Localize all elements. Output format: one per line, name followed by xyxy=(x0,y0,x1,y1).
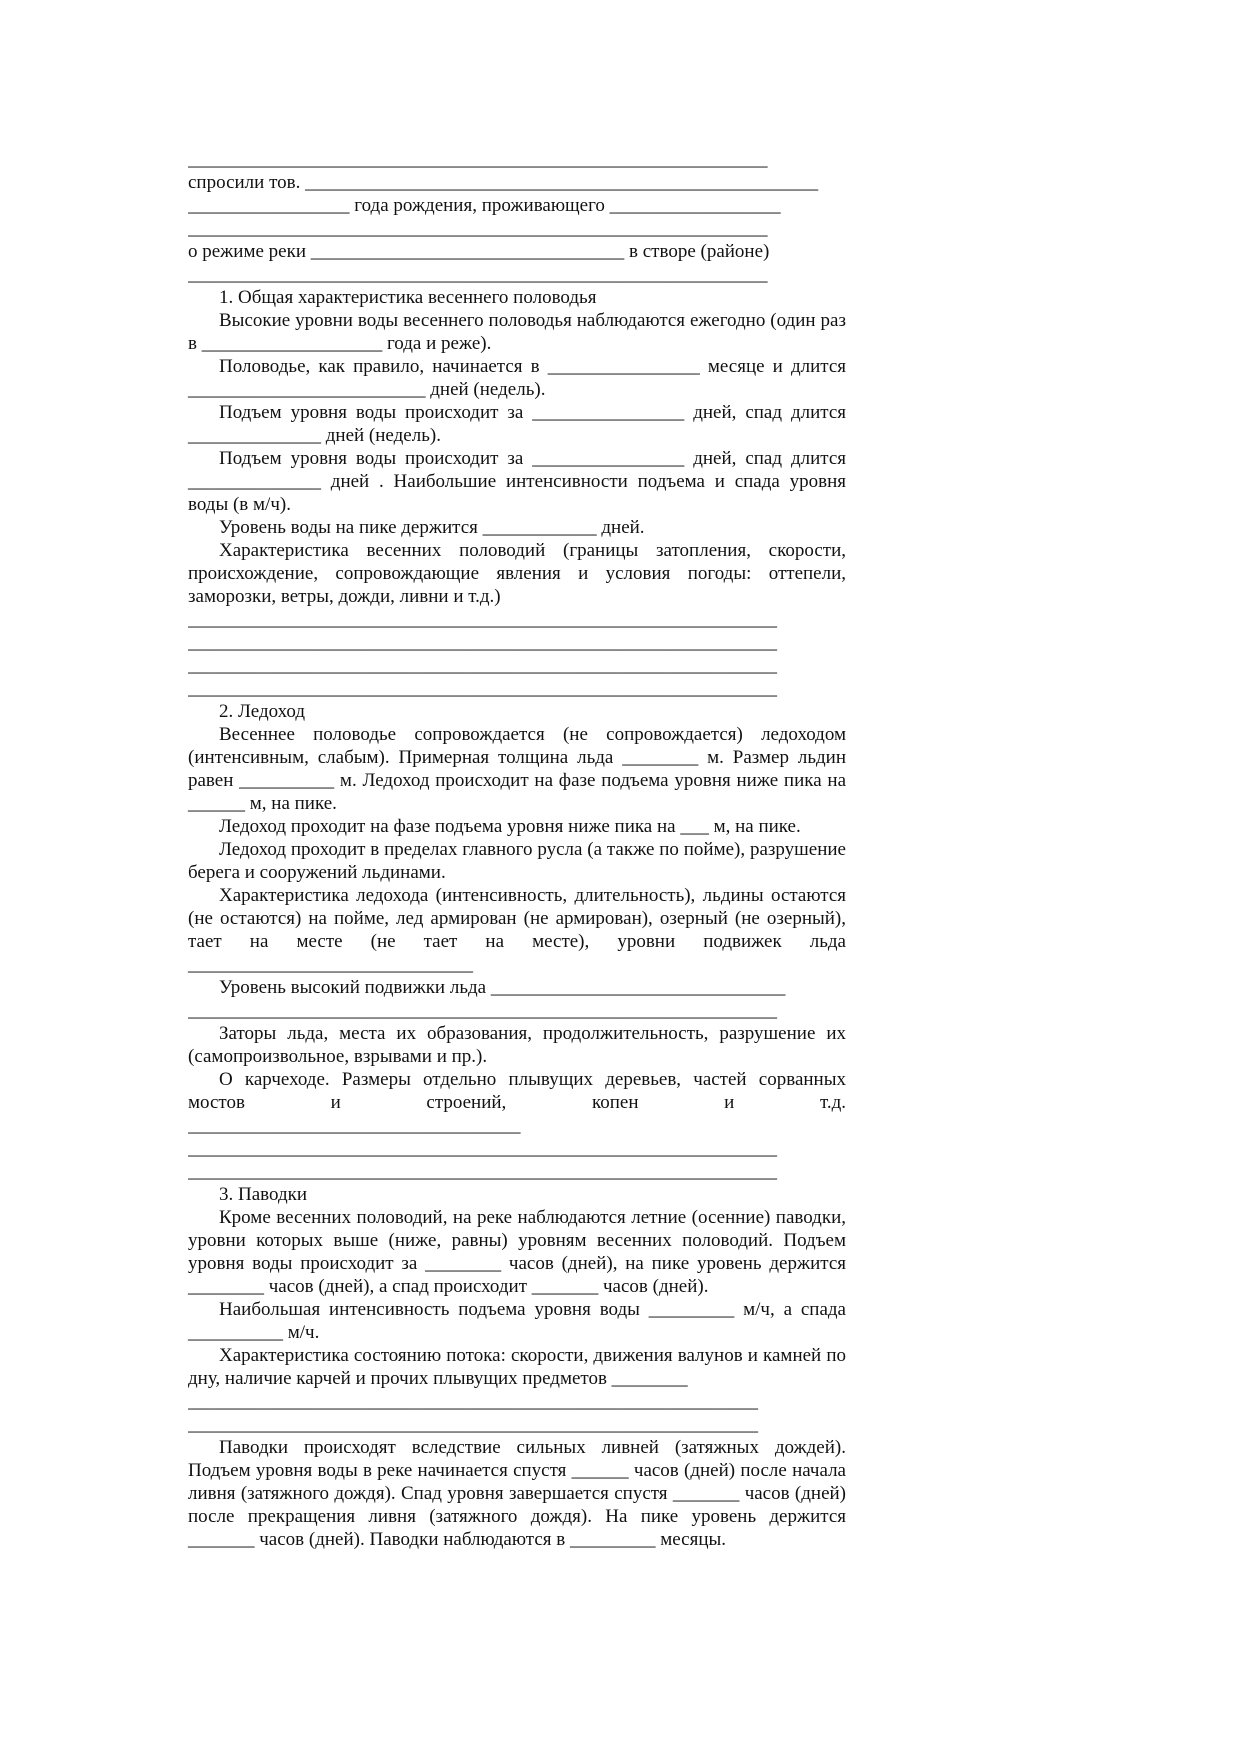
section-1-paragraph-3: Подъем уровня воды происходит за ________________ дней, спад длится ______________ дней (недель). xyxy=(188,402,846,446)
section-2-heading: 2. Ледоход xyxy=(219,701,306,722)
section-1-paragraph-1: Высокие уровни воды весеннего половодья наблюдаются ежегодно (один раз в ___________________ года и реже). xyxy=(188,310,846,354)
section-3-paragraph-4: Паводки происходят вследствие сильных ливней (затяжных дождей). Подъем уровня воды в реке начинается спустя ______ часов (дней) после начала ливня (затяжного дождя). Спад уровня завершается спустя _______ часов (дней) после прекращения ливня (затяжного дождя). На пике уровень держится _______ часов (дней). Паводки наблюдаются в _________ месяцы. xyxy=(188,1437,846,1550)
section-2-paragraph-7-blank: ___________________________________ xyxy=(188,1115,521,1136)
section-3-paragraph-2: Наибольшая интенсивность подъема уровня воды _________ м/ч, а спада __________ м/ч. xyxy=(188,1299,846,1343)
section-3-blank-line-2: ____________________________________________________________ xyxy=(188,1414,758,1435)
header-respondent-line: спросили тов. ______________________________________________________ xyxy=(188,172,819,193)
section-2-paragraph-4: Характеристика ледохода (интенсивность, длительность), льдины остаются (не остаются) на пойме, лед армирован (не армирован), озерный (не озерный), тает на месте (не тает на месте), уровни подвижек льда ______________________________ xyxy=(188,885,846,975)
section-3-blank-line-1: ____________________________________________________________ xyxy=(188,1391,758,1412)
header-river-line: о режиме реки _________________________________ в створе (районе) xyxy=(188,241,770,262)
section-1-blank-line-1: ______________________________________________________________ xyxy=(188,609,777,630)
section-1-paragraph-6: Характеристика весенних половодий (границы затопления, скорости, происхождение, сопровождающие явления и условия погоды: оттепели, заморозки, ветры, дожди, ливни и т.д.) xyxy=(188,540,846,607)
document-page xyxy=(188,148,846,1551)
header-line-6: _____________________________________________________________ xyxy=(188,264,768,285)
section-3-paragraph-3: Характеристика состоянию потока: скорости, движения валунов и камней по дну, наличие карчей и прочих плывущих предметов ________ xyxy=(188,1345,846,1389)
section-2-paragraph-2: Ледоход проходит на фазе подъема уровня ниже пика на ___ м, на пике. xyxy=(219,816,801,837)
section-2-paragraph-1: Весеннее половодье сопровождается (не сопровождается) ледоходом (интенсивным, слабым). Примерная толщина льда ________ м. Размер льдин равен __________ м. Ледоход происходит на фазе подъема уровня ниже пика на ______ м, на пике. xyxy=(188,724,846,814)
section-1-paragraph-4: Подъем уровня воды происходит за ________________ дней, спад длится ______________ дней . Наибольшие интенсивности подъема и спада уровня воды (в м/ч). xyxy=(188,448,846,515)
header-line-4: _____________________________________________________________ xyxy=(188,218,768,239)
section-2-blank-line-3: ______________________________________________________________ xyxy=(188,1161,777,1182)
section-2-paragraph-7: О карчеходе. Размеры отдельно плывущих деревьев, частей сорванных мостов и строений, копен и т.д. xyxy=(188,1069,846,1113)
header-birth-residence-line: _________________ года рождения, проживающего __________________ xyxy=(188,195,781,216)
section-1-blank-line-2: ______________________________________________________________ xyxy=(188,632,777,653)
section-3-heading: 3. Паводки xyxy=(219,1184,308,1205)
section-1-blank-line-3: ______________________________________________________________ xyxy=(188,655,777,676)
section-2-paragraph-5: Уровень высокий подвижки льда _______________________________ xyxy=(219,977,786,998)
section-2-paragraph-3: Ледоход проходит в пределах главного русла (а также по пойме), разрушение берега и сооружений льдинами. xyxy=(188,839,846,883)
section-1-heading: 1. Общая характеристика весеннего половодья xyxy=(219,287,597,308)
section-1-blank-line-4: ______________________________________________________________ xyxy=(188,678,777,699)
section-2-blank-line-2: ______________________________________________________________ xyxy=(188,1138,777,1159)
section-3-paragraph-1: Кроме весенних половодий, на реке наблюдаются летние (осенние) паводки, уровни которых выше (ниже, равны) уровням весенних половодий. Подъем уровня воды происходит за ________ часов (дней), на пике уровень держится ________ часов (дней), а спад происходит _______ часов (дней). xyxy=(188,1207,846,1297)
section-1-paragraph-2: Половодье, как правило, начинается в ________________ месяце и длится _________________________ дней (недель). xyxy=(188,356,846,400)
section-2-paragraph-6: Заторы льда, места их образования, продолжительность, разрушение их (самопроизвольное, взрывами и пр.). xyxy=(188,1023,846,1067)
section-2-blank-line-1: ______________________________________________________________ xyxy=(188,1000,777,1021)
header-line-1: _____________________________________________________________ xyxy=(188,149,768,170)
section-1-paragraph-5: Уровень воды на пике держится ____________ дней. xyxy=(219,517,645,538)
